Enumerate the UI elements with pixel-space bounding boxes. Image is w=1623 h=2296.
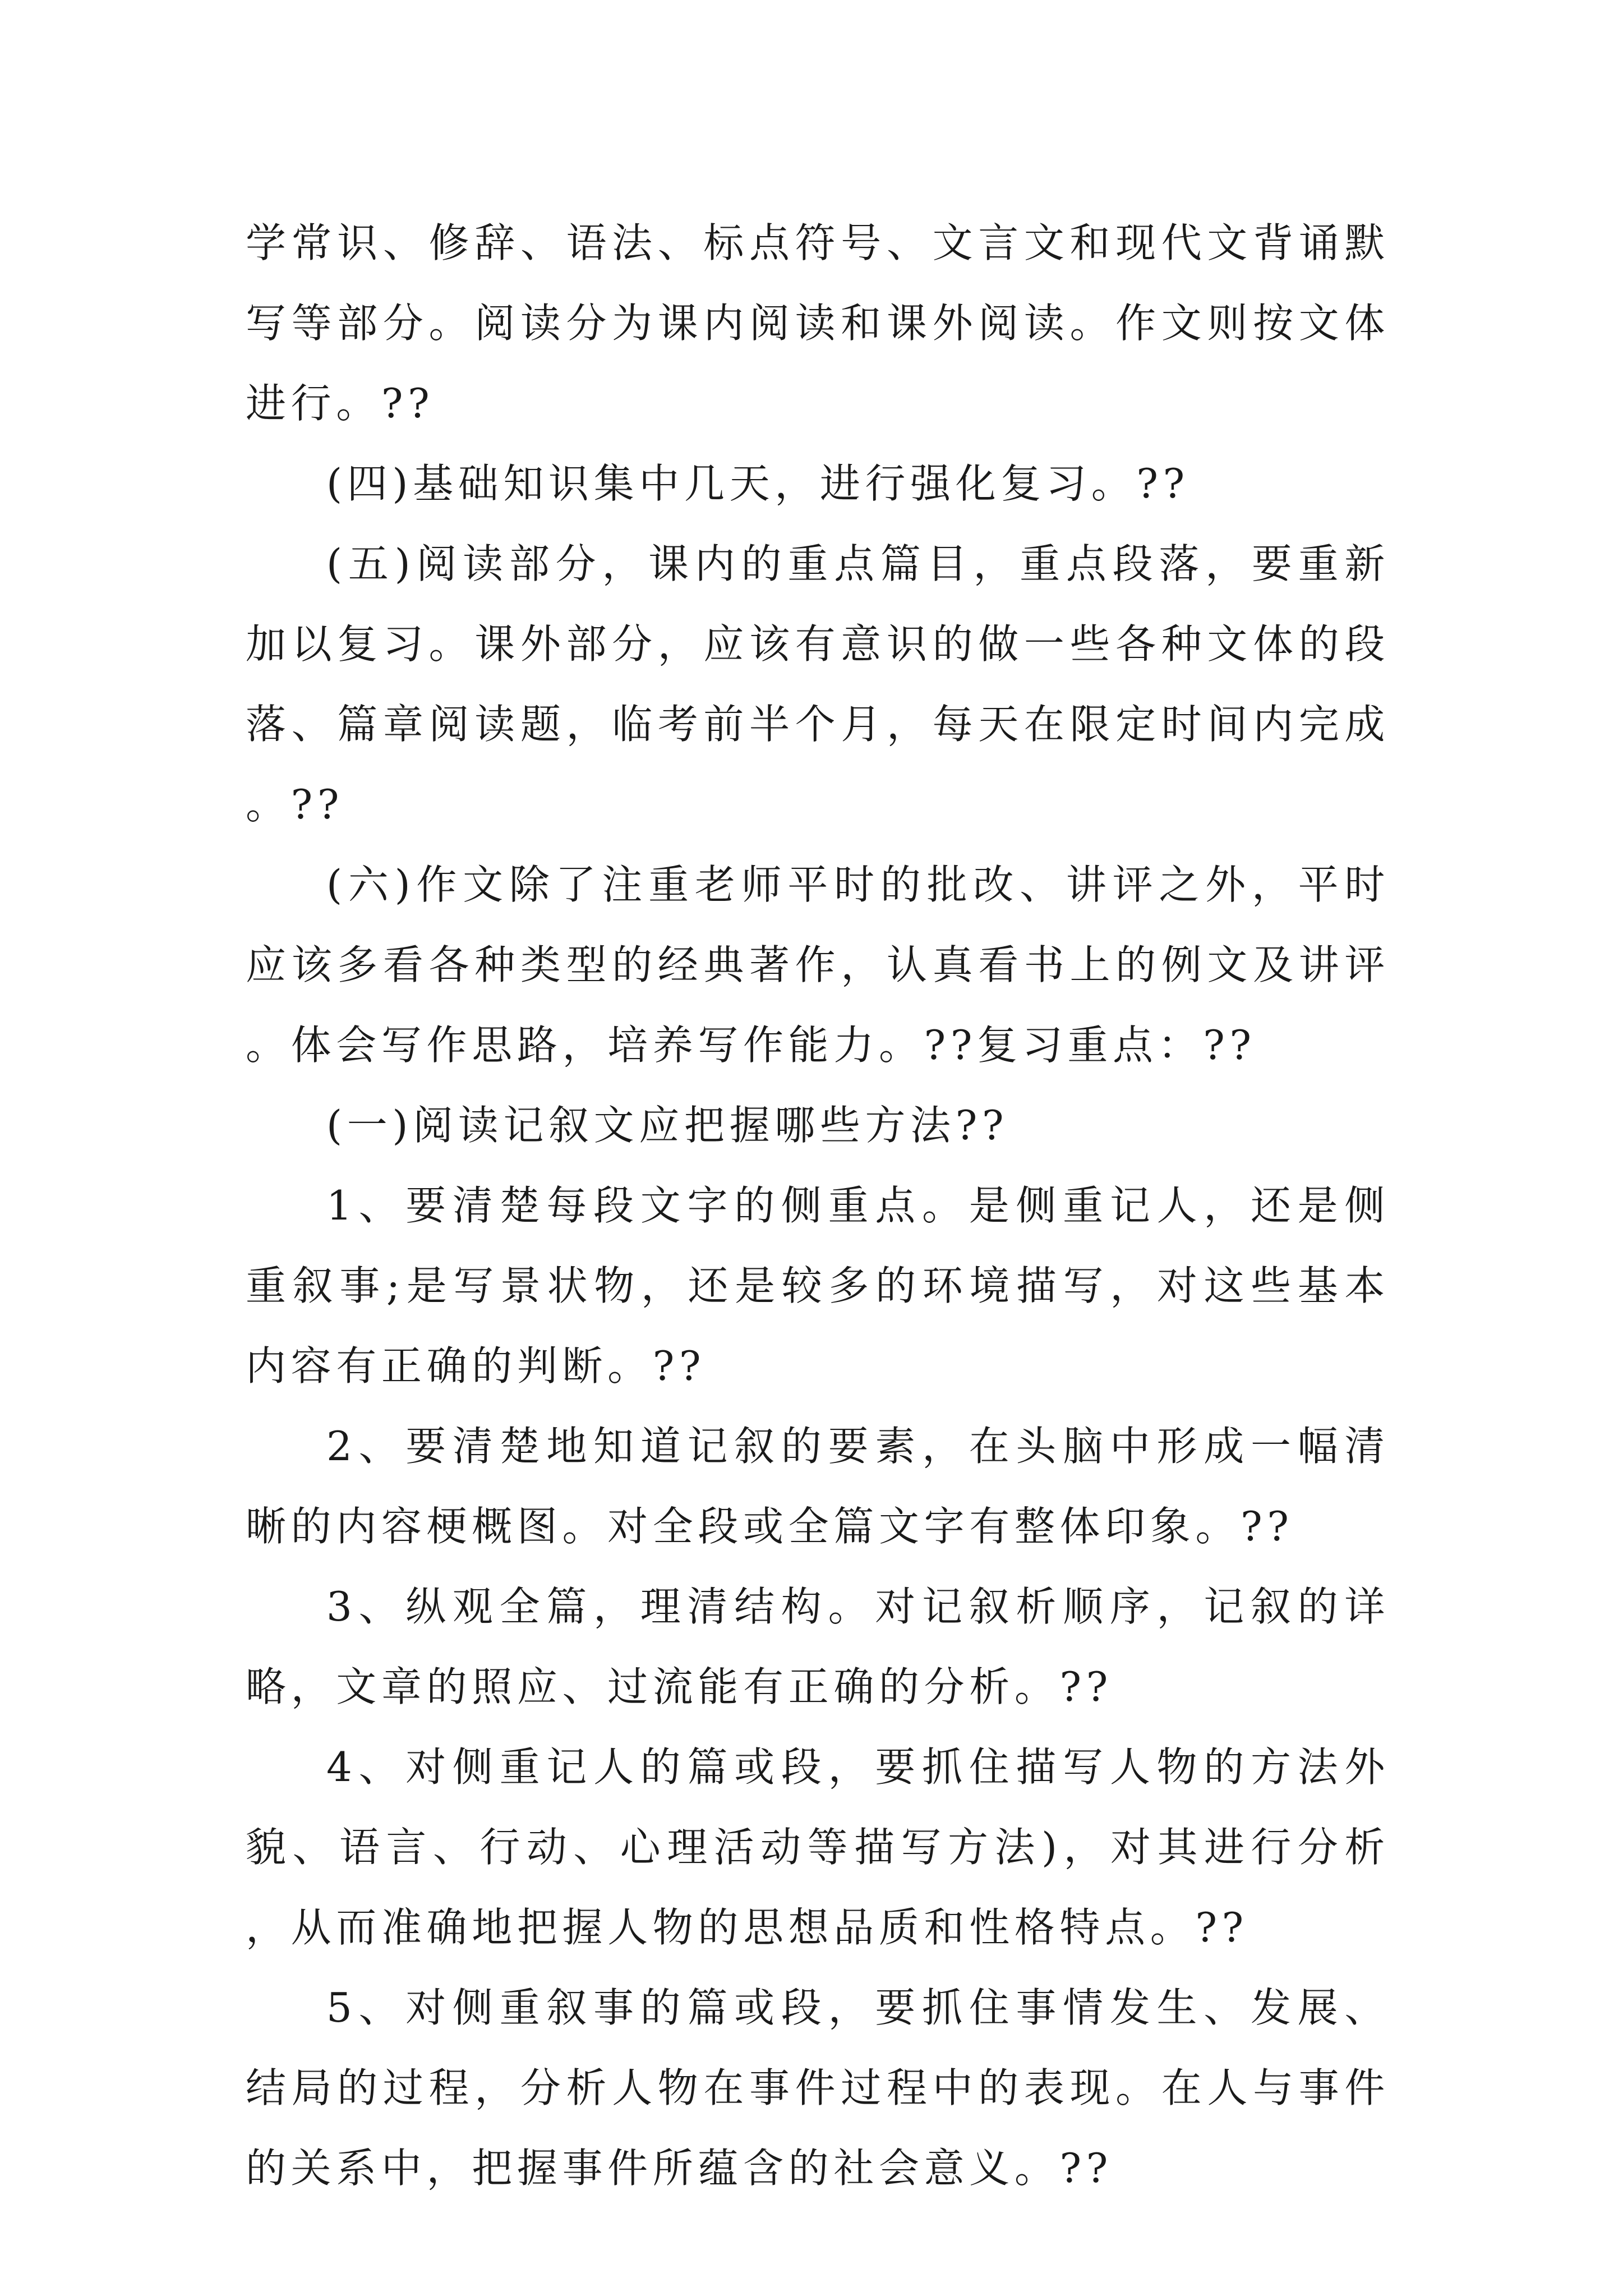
paragraph-3: (五)阅读部分，课内的重点篇目，重点段落，要重新加以复习。课外部分，应该有意识的做一些各种文体的段落、篇章阅读题，临考前半个月，每天在限定时间内完成。?? <box>246 540 1390 828</box>
paragraph-7: 2、要清楚地知道记叙的要素，在头脑中形成一幅清晰的内容梗概图。对全段或全篇文字有整体印象。?? <box>246 1423 1390 1550</box>
document-body <box>246 203 1390 2208</box>
paragraph-2: (四)基础知识集中几天，进行强化复习。?? <box>326 460 1189 507</box>
paragraph-9: 4、对侧重记人的篇或段，要抓住描写人物的方法外貌、语言、行动、心理活动等描写方法)，对其进行分析，从而准确地把握人物的思想品质和性格特点。?? <box>246 1743 1390 1951</box>
paragraph-1: 学常识、修辞、语法、标点符号、文言文和现代文背诵默写等部分。阅读分为课内阅读和课外阅读。作文则按文体进行。?? <box>246 219 1390 427</box>
paragraph-6: 1、要清楚每段文字的侧重点。是侧重记人，还是侧重叙事;是写景状物，还是较多的环境描写，对这些基本内容有正确的判断。?? <box>246 1182 1390 1389</box>
paragraph-4: (六)作文除了注重老师平时的批改、讲评之外，平时应该多看各种类型的经典著作，认真看书上的例文及讲评。体会写作思路，培养写作能力。??复习重点：?? <box>246 861 1390 1069</box>
paragraph-5: (一)阅读记叙文应把握哪些方法?? <box>326 1102 1009 1149</box>
paragraph-8: 3、纵观全篇，理清结构。对记叙析顺序，记叙的详略，文章的照应、过流能有正确的分析。?? <box>246 1583 1390 1710</box>
paragraph-10: 5、对侧重叙事的篇或段，要抓住事情发生、发展、结局的过程，分析人物在事件过程中的表现。在人与事件的关系中，把握事件所蕴含的社会意义。?? <box>246 1984 1390 2192</box>
